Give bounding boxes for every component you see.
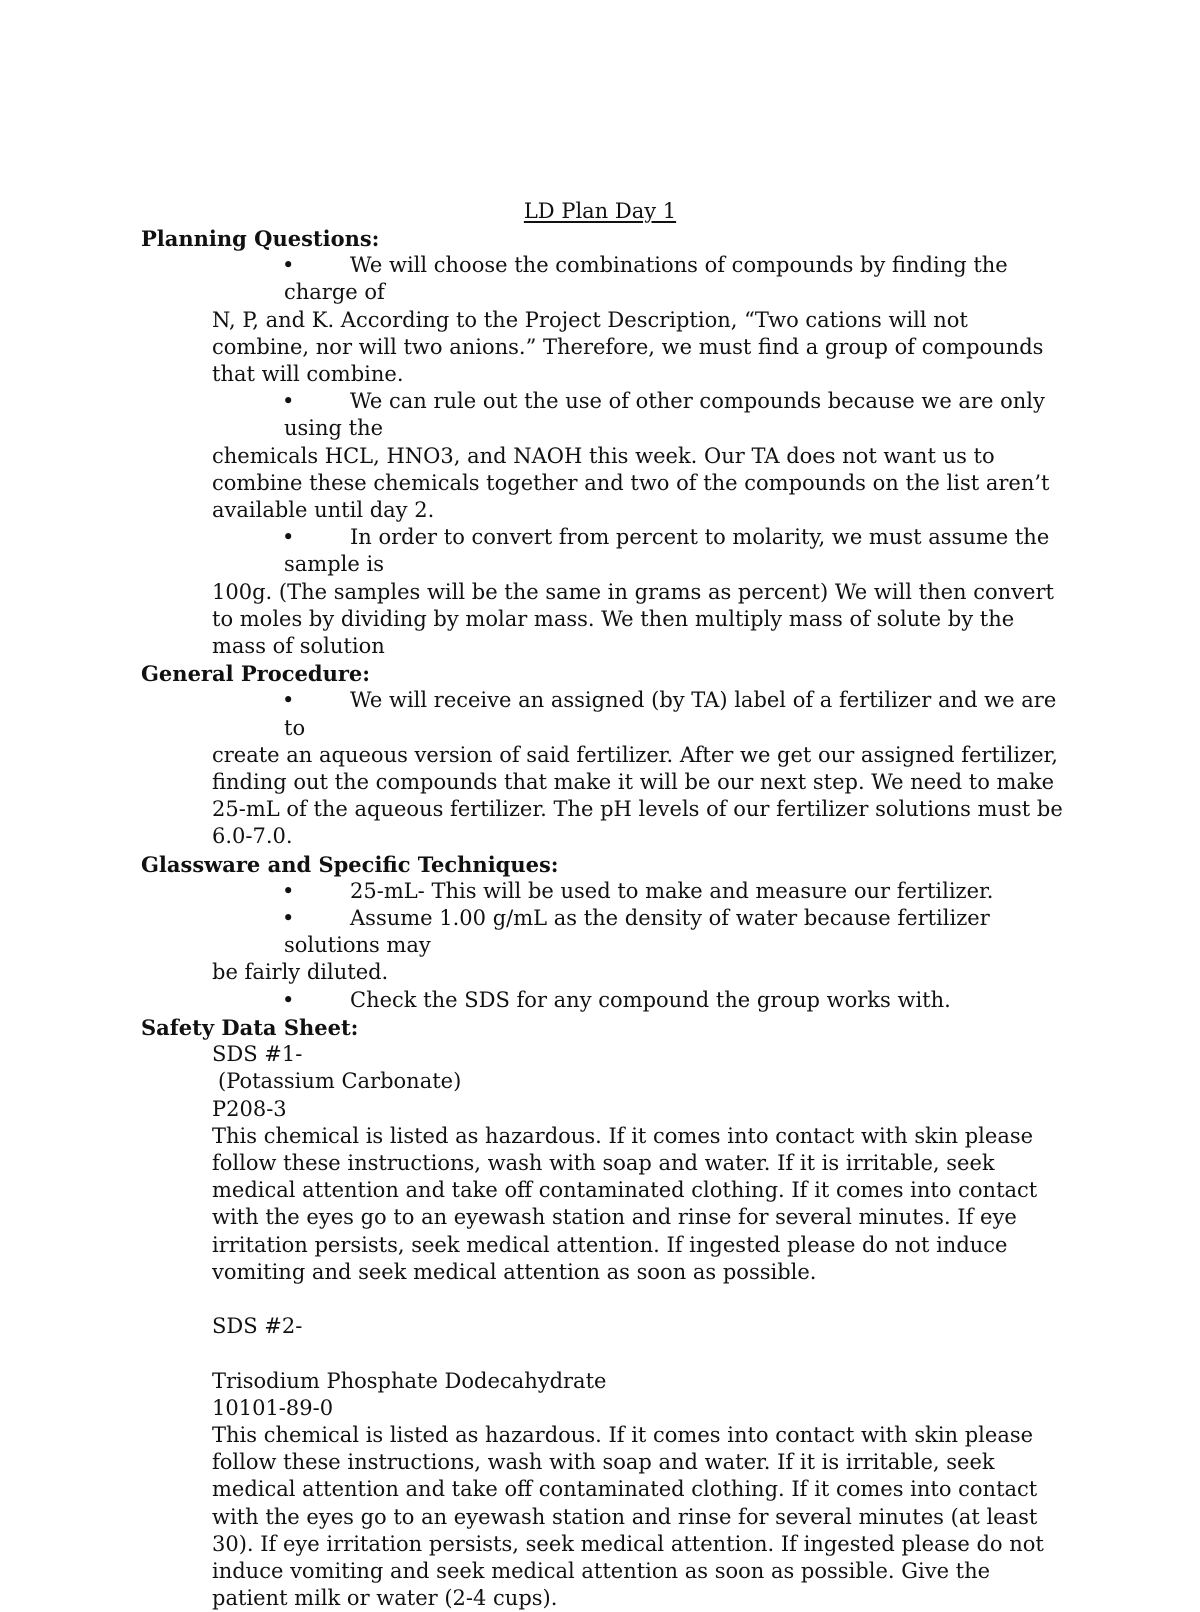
- sds-1: [141, 1041, 1071, 1612]
- glassware-bullet-3: [141, 987, 1071, 1014]
- bullet-continuation: N, P, and K. According to the Project Description, “Two cations will not combine, nor will two anions.” Therefore, we must find a group of compounds that will combine.: [212, 307, 1044, 387]
- glassware-bullet-2: [141, 905, 1071, 987]
- safety-heading: Safety Data Sheet:: [141, 1014, 359, 1040]
- bullet-icon: •: [282, 987, 295, 1012]
- bullet-icon: •: [282, 906, 295, 931]
- sds-1-code: P208-3: [212, 1096, 287, 1121]
- glassware-heading: Glassware and Specific Techniques:: [141, 851, 559, 877]
- bullet-icon: •: [282, 688, 295, 713]
- bullet-line: [212, 388, 1071, 442]
- bullet-first-line: We will choose the combinations of compounds by finding the charge of: [284, 253, 1008, 305]
- spacer: [212, 1340, 1071, 1367]
- bullet-first-line: 25-mL- This will be used to make and measure our fertilizer.: [350, 878, 994, 903]
- sds-2-text: This chemical is listed as hazardous. If it comes into contact with skin please follow these instructions, wash with soap and water. If it is irritable, seek medical attention and take off contaminated clothing. If it comes into contact with the eyes go to an eyewash station and rinse for several minutes (at least 30). If eye irritation persists, seek medical attention. If ingested please do not induce vomiting and seek medical attention as soon as possible. Give the patient milk or water (2-4 cups).: [212, 1422, 1044, 1611]
- bullet-line: [212, 905, 1071, 959]
- document-title: [0, 198, 1200, 225]
- sds-1-name: (Potassium Carbonate): [218, 1069, 462, 1094]
- bullet-icon: •: [282, 878, 295, 903]
- sds-1-label: SDS #1-: [212, 1042, 303, 1067]
- spacer: [212, 1286, 1071, 1313]
- bullet-continuation: chemicals HCL, HNO3, and NAOH this week. Our TA does not want us to combine these chemicals together and two of the compounds on the list aren’t available until day 2.: [212, 443, 1050, 523]
- bullet-line: [212, 252, 1071, 306]
- bullet-icon: •: [282, 389, 295, 414]
- bullet-first-line: In order to convert from percent to molarity, we must assume the sample is: [284, 525, 1050, 577]
- planning-heading: Planning Questions:: [141, 226, 380, 251]
- sds-2-label: SDS #2-: [212, 1314, 303, 1339]
- sds-2-code: 10101-89-0: [212, 1395, 334, 1420]
- planning-bullet-2: [141, 388, 1071, 524]
- bullet-icon: •: [282, 525, 295, 550]
- bullet-continuation: create an aqueous version of said fertilizer. After we get our assigned fertilizer, finding out the compounds that make it will be our next step. We need to make 25-mL of the aqueous fertilizer. The pH levels of our fertilizer solutions must be 6.0-7.0.: [212, 742, 1063, 849]
- bullet-line: [212, 878, 1071, 905]
- procedure-bullet-1: [141, 687, 1071, 850]
- bullet-line: [212, 987, 1071, 1014]
- planning-bullet-3: [141, 524, 1071, 660]
- sds-2-name: Trisodium Phosphate Dodecahydrate: [212, 1368, 607, 1393]
- sds-1-text: This chemical is listed as hazardous. If it comes into contact with skin please follow these instructions, wash with soap and water. If it is irritable, seek medical attention and take off contaminated clothing. If it comes into contact with the eyes go to an eyewash station and rinse for several minutes. If eye irritation persists, seek medical attention. If ingested please do not induce vomiting and seek medical attention as soon as possible.: [212, 1123, 1038, 1284]
- bullet-first-line: Assume 1.00 g/mL as the density of water because fertilizer solutions may: [284, 906, 990, 958]
- glassware-bullet-1: [141, 878, 1071, 905]
- bullet-continuation: be fairly diluted.: [212, 960, 389, 985]
- bullet-first-line: Check the SDS for any compound the group works with.: [350, 987, 951, 1012]
- bullet-first-line: We will receive an assigned (by TA) label of a fertilizer and we are to: [284, 688, 1057, 740]
- bullet-icon: •: [282, 253, 295, 278]
- planning-bullet-1: [141, 252, 1071, 388]
- bullet-line: [212, 524, 1071, 578]
- procedure-heading: General Procedure:: [141, 661, 371, 687]
- bullet-first-line: We can rule out the use of other compounds because we are only using the: [284, 389, 1045, 441]
- document-title-text: LD Plan Day 1: [523, 199, 677, 223]
- document-body: [141, 225, 1071, 1612]
- bullet-line: [212, 687, 1071, 741]
- bullet-continuation: 100g. (The samples will be the same in grams as percent) We will then convert to moles by dividing by molar mass. We then multiply mass of solute by the mass of solution: [212, 579, 1054, 659]
